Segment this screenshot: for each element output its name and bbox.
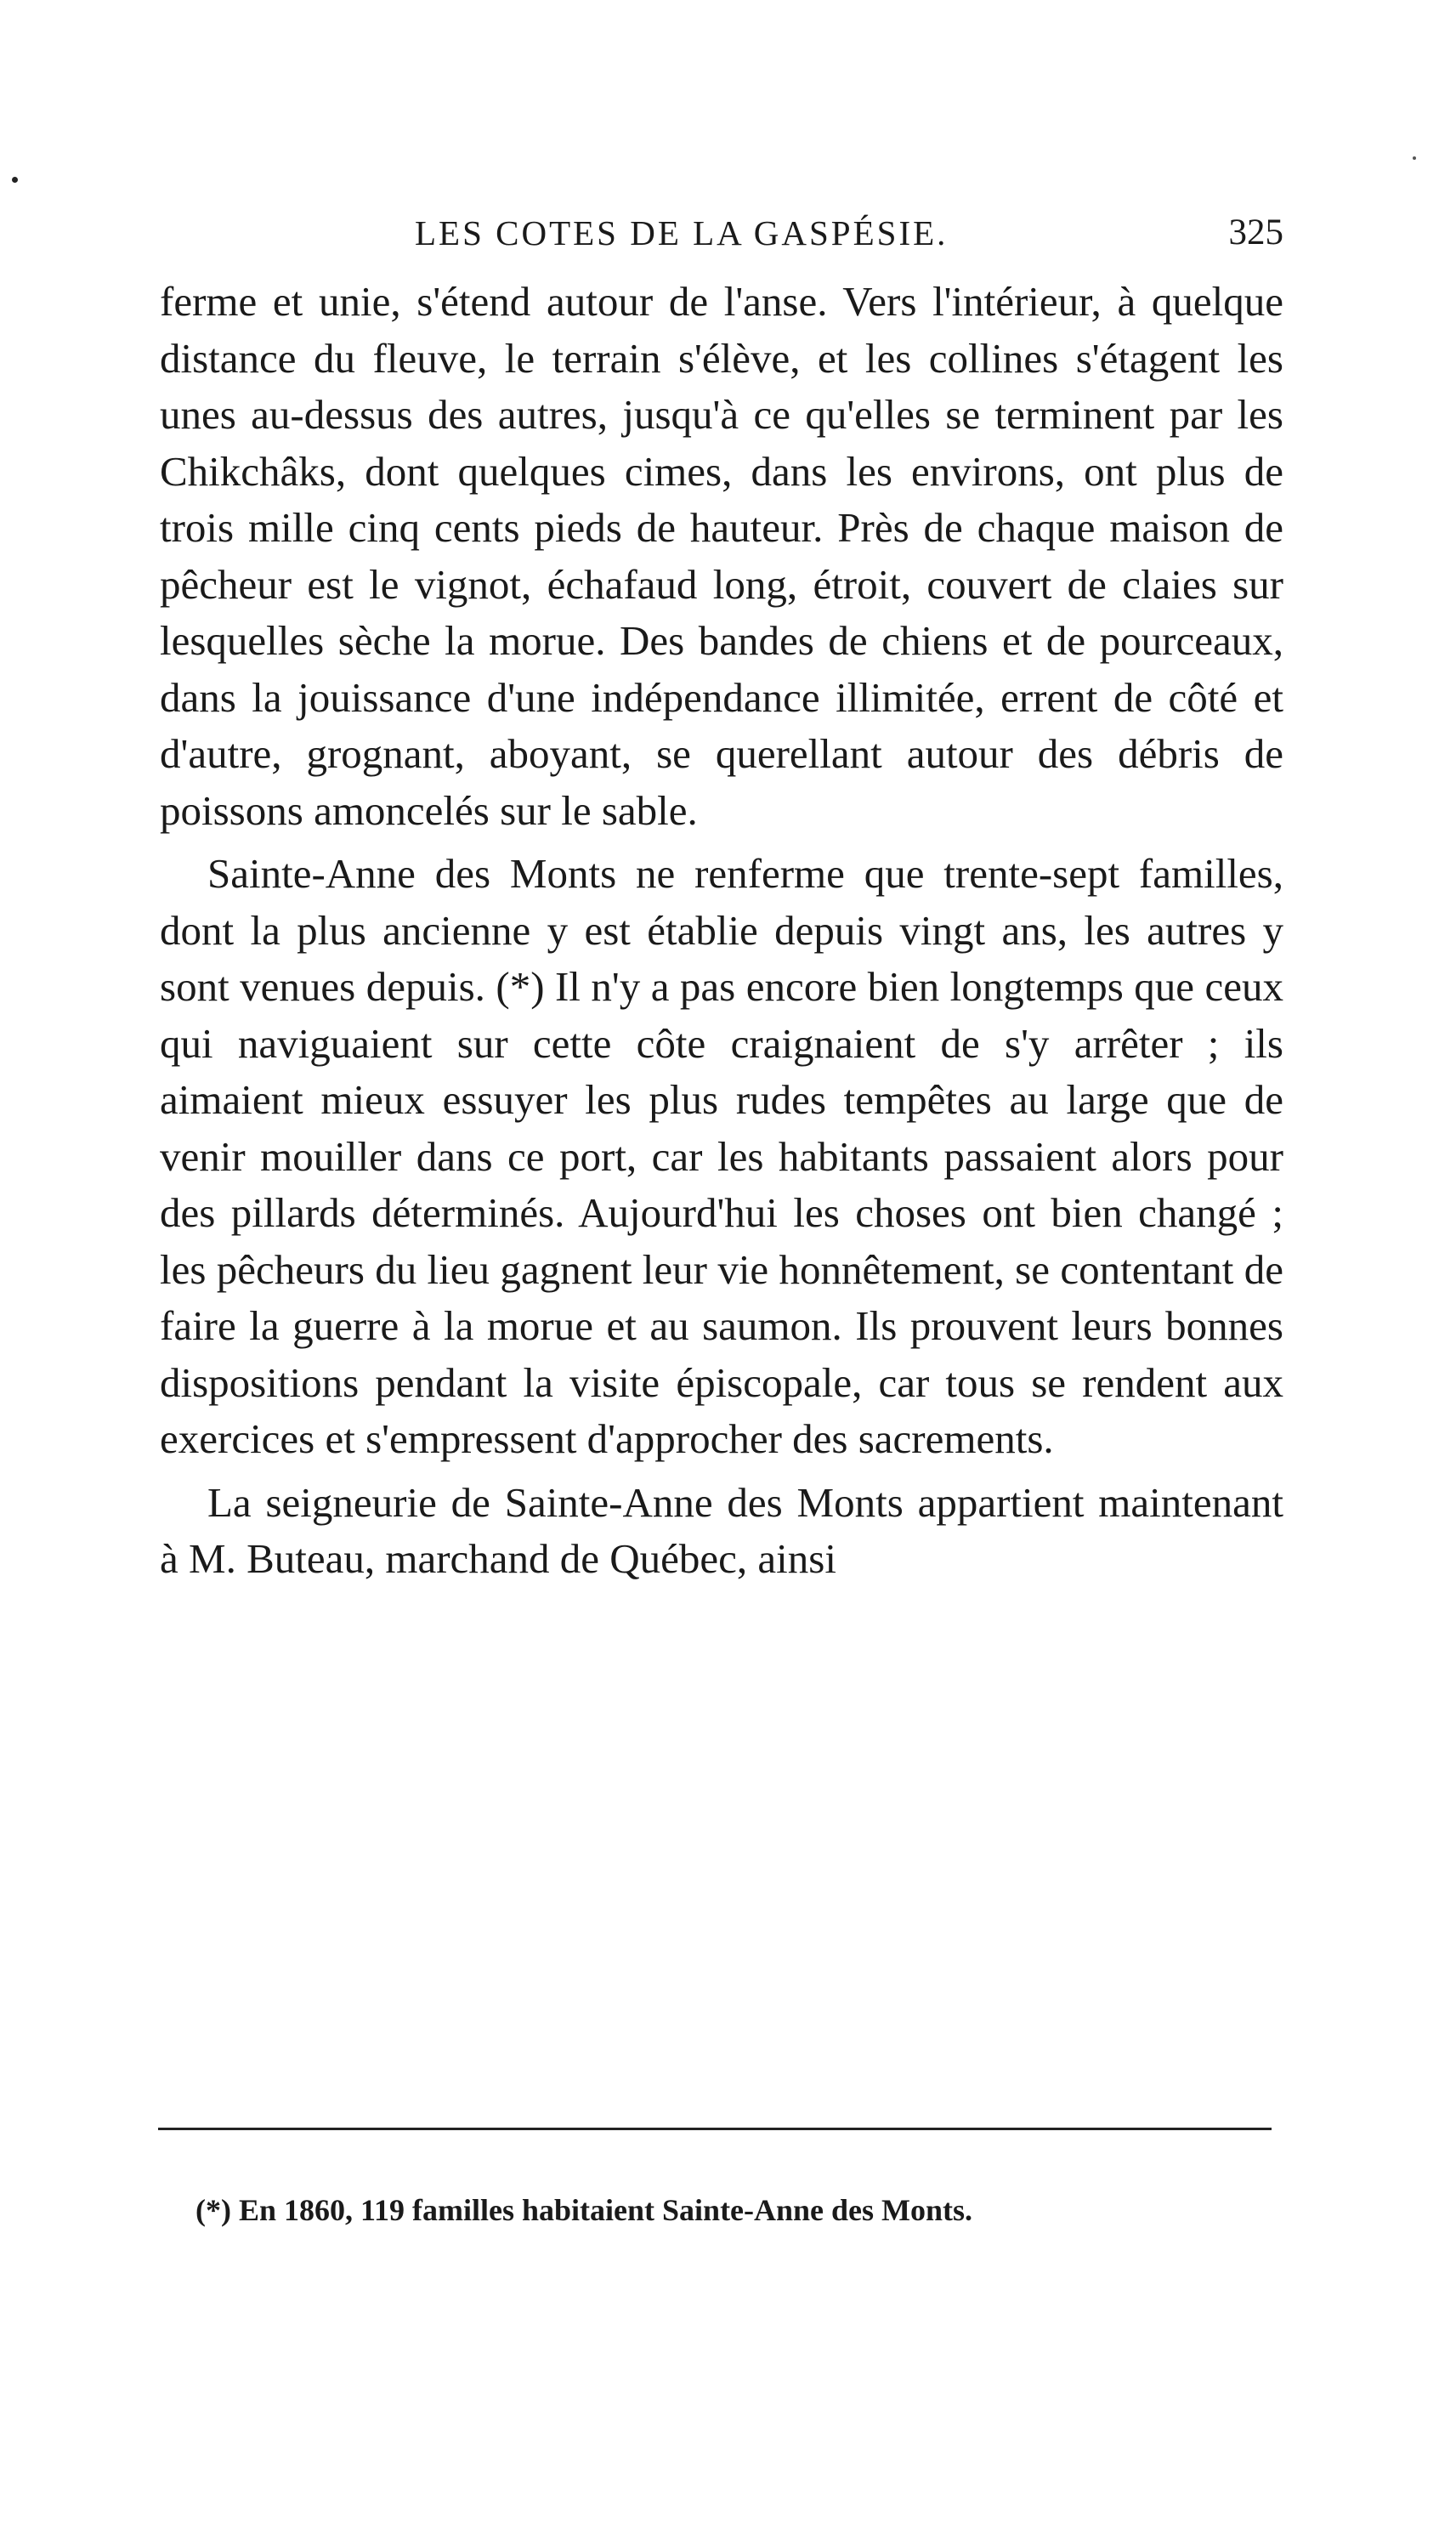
body-text [160, 274, 1283, 1588]
footnote-separator [158, 2128, 1272, 2130]
paragraph: ferme et unie, s'étend autour de l'anse. Vers l'intérieur, à quelque distance du fleuve, le terrain s'élève, et les collines s'étagent les unes au-dessus des autres, jusqu'à ce qu'elles se terminent par les Chikchâks, dont quelques cimes, dans les environs, ont plus de trois mille cinq cents pieds de hauteur. Près de chaque maison de pêcheur est le vignot, échafaud long, étroit, couvert de claies sur lesquelles sèche la morue. Des bandes de chiens et de pourceaux, dans la jouissance d'une indépendance illimitée, errent de côté et d'autre, grognant, aboyant, se querellant autour des débris de poissons amoncelés sur le sable. [160, 278, 1283, 834]
paragraph: Sainte-Anne des Monts ne renferme que trente-sept familles, dont la plus ancienne y est établie depuis vingt ans, les autres y sont venues depuis. (*) Il n'y a pas encore bien longtemps que ceux qui naviguaient sur cette côte craignaient de s'y arrêter ; ils aimaient mieux essuyer les plus rudes tempêtes au large que de venir mouiller dans ce port, car les habitants passaient alors pour des pillards déterminés. Aujourd'hui les choses ont bien changé ; les pêcheurs du lieu gagnent leur vie honnêtement, se contentant de faire la guerre à la morue et au saumon. Ils prouvent leurs bonnes dispositions pendant la visite épiscopale, car tous se rendent aux exercices et s'empressent d'approcher des sacrements. [160, 850, 1283, 1462]
ink-speck [1413, 156, 1416, 160]
ink-speck [12, 177, 18, 183]
paragraph: La seigneurie de Sainte-Anne des Monts appartient maintenant à M. Buteau, marchand de Québec, ainsi [160, 1478, 1283, 1582]
page-number: 325 [1228, 213, 1283, 252]
running-head [160, 207, 1283, 258]
running-title: LES COTES DE LA GASPÉSIE. [415, 213, 949, 252]
footnote: (*) En 1860, 119 familles habitaient Sainte-Anne des Monts. [195, 2193, 973, 2227]
